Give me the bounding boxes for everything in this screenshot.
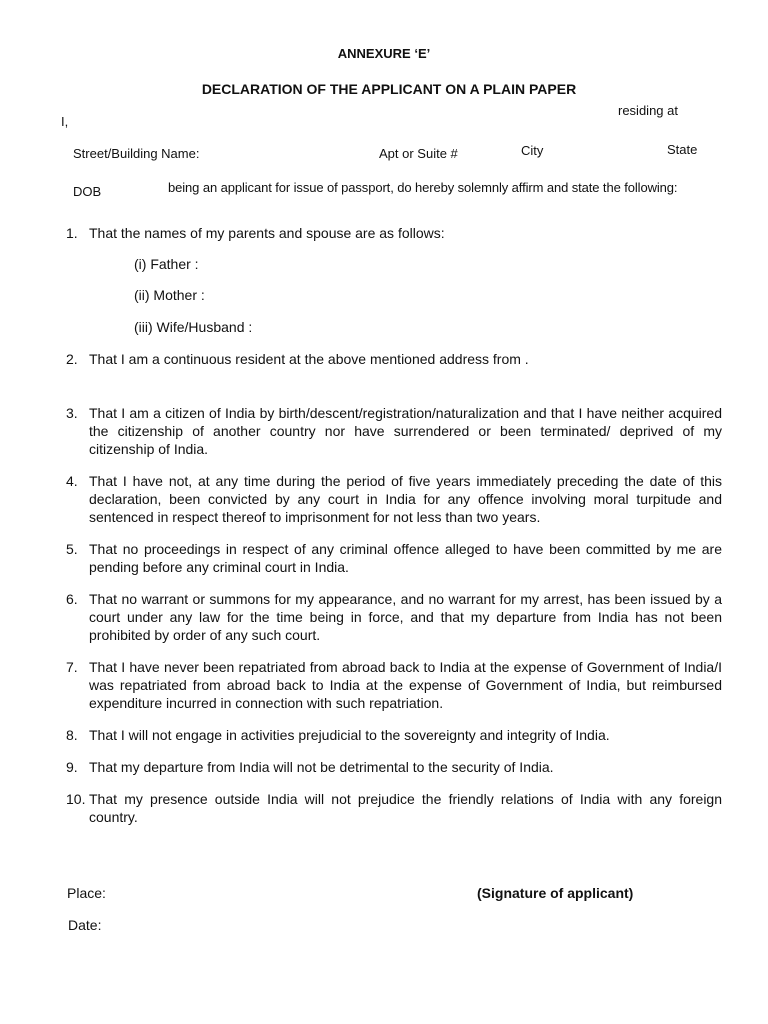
item-number: 4. [66, 473, 78, 489]
mother-label: (ii) Mother : [134, 287, 205, 303]
father-label: (i) Father : [134, 256, 199, 272]
item-text: That I am a continuous resident at the above mentioned address from . [89, 351, 529, 367]
item-number: 7. [66, 659, 78, 675]
item-text: That I am a citizen of India by birth/descent/registration/naturalization and that I have neither acquired the citizenship of another country nor have surrendered or been terminated/ deprived of my citizenship of India. [89, 405, 722, 457]
item-text: That no warrant or summons for my appearance, and no warrant for my arrest, has been issued by a court under any law for the time being in force, and that my departure from India has not been prohibited by order of any such court. [89, 591, 722, 643]
item-text: That no proceedings in respect of any criminal offence alleged to have been committed by me are pending before any criminal court in India. [89, 541, 722, 575]
place-label: Place: [67, 885, 106, 901]
item-number: 1. [66, 225, 78, 241]
signature-label: (Signature of applicant) [477, 885, 634, 901]
street-label: Street/Building Name: [73, 146, 200, 161]
state-label: State [667, 142, 698, 157]
item-text: That I have not, at any time during the period of five years immediately preceding the date of this declaration, been convicted by any court in India for any offence involving moral turpitude and sentenced in respect thereof to imprisonment for not less than two years. [89, 473, 722, 525]
item-text: That my departure from India will not be detrimental to the security of India. [89, 759, 554, 775]
list-item [66, 540, 722, 576]
affirm-text: being an applicant for issue of passport, do hereby solemnly affirm and state the following: [168, 180, 678, 195]
list-item [66, 726, 722, 744]
list-item [66, 790, 722, 826]
date-label: Date: [68, 917, 102, 933]
list-item [66, 658, 722, 712]
list-item [66, 590, 722, 644]
item-text: That I will not engage in activities prejudicial to the sovereignty and integrity of India. [89, 727, 610, 743]
i-label: I, [61, 114, 69, 129]
item-text: That I have never been repatriated from abroad back to India at the expense of Government of India/I was repatriated from abroad back to India at the expense of Government of India, but reimbursed expenditure incurred in connection with such repatriation. [89, 659, 722, 711]
item-number: 5. [66, 541, 78, 557]
apt-label: Apt or Suite # [379, 146, 458, 161]
item-text: That the names of my parents and spouse are as follows: [89, 225, 445, 241]
item-number: 3. [66, 405, 78, 421]
item-number: 6. [66, 591, 78, 607]
item-number: 10. [66, 791, 86, 807]
item-text: That my presence outside India will not prejudice the friendly relations of India with any foreign country. [89, 791, 722, 825]
list-item [66, 224, 722, 242]
annexure-heading: ANNEXURE ‘E’ [337, 46, 431, 61]
city-label: City [521, 143, 544, 158]
residing-at-label: residing at [618, 103, 678, 118]
item-number: 8. [66, 727, 78, 743]
list-item [66, 758, 722, 776]
dob-label: DOB [73, 184, 102, 199]
list-item [66, 350, 722, 368]
spouse-label: (iii) Wife/Husband : [134, 319, 253, 335]
list-item [66, 472, 722, 526]
item-number: 9. [66, 759, 78, 775]
item-number: 2. [66, 351, 78, 367]
list-item [66, 404, 722, 458]
declaration-title: DECLARATION OF THE APPLICANT ON A PLAIN PAPER [201, 81, 577, 97]
